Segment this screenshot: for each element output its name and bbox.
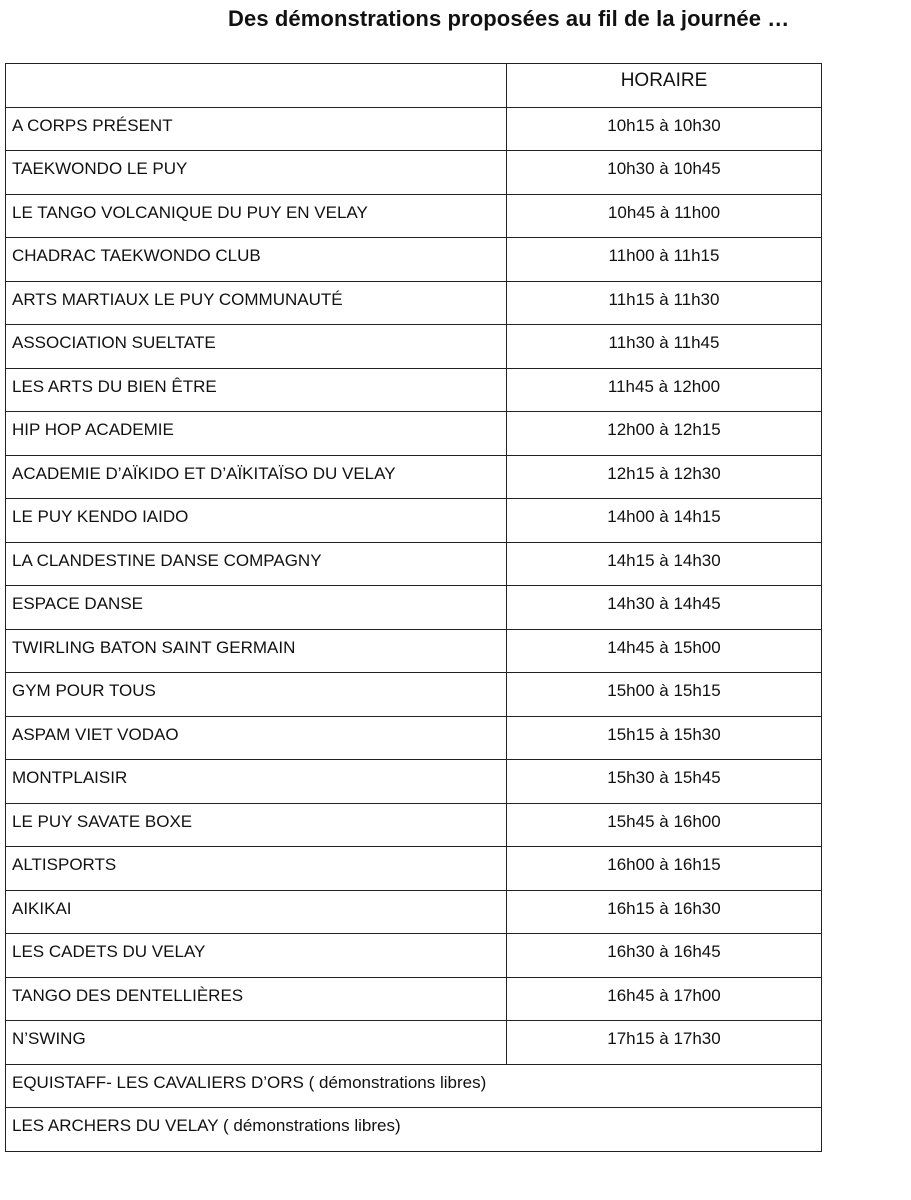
table-row xyxy=(6,325,822,369)
time-slot-cell: 16h00 à 16h15 xyxy=(507,847,822,891)
time-slot-cell: 14h15 à 14h30 xyxy=(507,542,822,586)
table-row xyxy=(6,890,822,934)
group-name-cell: LE PUY KENDO IAIDO xyxy=(6,499,507,543)
table-row xyxy=(6,934,822,978)
group-name-cell: TAEKWONDO LE PUY xyxy=(6,151,507,195)
time-slot-cell: 17h15 à 17h30 xyxy=(507,1021,822,1065)
table-row xyxy=(6,238,822,282)
group-name-cell: LES CADETS DU VELAY xyxy=(6,934,507,978)
table-row xyxy=(6,1021,822,1065)
group-name-cell: LE PUY SAVATE BOXE xyxy=(6,803,507,847)
time-slot-cell: 14h45 à 15h00 xyxy=(507,629,822,673)
group-name-cell: ASSOCIATION SUELTATE xyxy=(6,325,507,369)
group-name-cell: ARTS MARTIAUX LE PUY COMMUNAUTÉ xyxy=(6,281,507,325)
table-row-full-width xyxy=(6,1064,822,1108)
time-slot-cell: 16h45 à 17h00 xyxy=(507,977,822,1021)
table-row xyxy=(6,368,822,412)
header-time-cell: HORAIRE xyxy=(507,64,822,108)
table-row xyxy=(6,673,822,717)
group-name-cell: TWIRLING BATON SAINT GERMAIN xyxy=(6,629,507,673)
group-name-cell: HIP HOP ACADEMIE xyxy=(6,412,507,456)
group-name-cell: N’SWING xyxy=(6,1021,507,1065)
table-row xyxy=(6,716,822,760)
group-name-cell: A CORPS PRÉSENT xyxy=(6,107,507,151)
group-name-cell: LES ARTS DU BIEN ÊTRE xyxy=(6,368,507,412)
table-row xyxy=(6,542,822,586)
free-demonstration-cell: LES ARCHERS DU VELAY ( démonstrations libres) xyxy=(6,1108,822,1152)
table-row xyxy=(6,629,822,673)
header-name-cell xyxy=(6,64,507,108)
group-name-cell: TANGO DES DENTELLIÈRES xyxy=(6,977,507,1021)
time-slot-cell: 14h30 à 14h45 xyxy=(507,586,822,630)
time-slot-cell: 12h00 à 12h15 xyxy=(507,412,822,456)
group-name-cell: LE TANGO VOLCANIQUE DU PUY EN VELAY xyxy=(6,194,507,238)
group-name-cell: AIKIKAI xyxy=(6,890,507,934)
table-header-row xyxy=(6,64,822,108)
time-slot-cell: 10h30 à 10h45 xyxy=(507,151,822,195)
group-name-cell: ALTISPORTS xyxy=(6,847,507,891)
group-name-cell: ACADEMIE D’AÏKIDO ET D’AÏKITAÏSO DU VELAY xyxy=(6,455,507,499)
table-row xyxy=(6,803,822,847)
time-slot-cell: 11h15 à 11h30 xyxy=(507,281,822,325)
demonstrations-table xyxy=(5,63,822,1152)
time-slot-cell: 15h30 à 15h45 xyxy=(507,760,822,804)
table-row xyxy=(6,586,822,630)
table-row xyxy=(6,151,822,195)
time-slot-cell: 12h15 à 12h30 xyxy=(507,455,822,499)
table-row xyxy=(6,455,822,499)
group-name-cell: MONTPLAISIR xyxy=(6,760,507,804)
table-row xyxy=(6,194,822,238)
time-slot-cell: 11h30 à 11h45 xyxy=(507,325,822,369)
time-slot-cell: 14h00 à 14h15 xyxy=(507,499,822,543)
group-name-cell: LA CLANDESTINE DANSE COMPAGNY xyxy=(6,542,507,586)
table-row xyxy=(6,107,822,151)
page-title: Des démonstrations proposées au fil de la journée … xyxy=(228,6,790,31)
group-name-cell: ESPACE DANSE xyxy=(6,586,507,630)
time-slot-cell: 16h30 à 16h45 xyxy=(507,934,822,978)
time-slot-cell: 10h45 à 11h00 xyxy=(507,194,822,238)
table-row xyxy=(6,412,822,456)
table-row xyxy=(6,977,822,1021)
group-name-cell: ASPAM VIET VODAO xyxy=(6,716,507,760)
table-row xyxy=(6,499,822,543)
group-name-cell: CHADRAC TAEKWONDO CLUB xyxy=(6,238,507,282)
table-row xyxy=(6,847,822,891)
time-slot-cell: 16h15 à 16h30 xyxy=(507,890,822,934)
table-row xyxy=(6,281,822,325)
table-row xyxy=(6,760,822,804)
table-row-full-width xyxy=(6,1108,822,1152)
free-demonstration-cell: EQUISTAFF- LES CAVALIERS D’ORS ( démonstrations libres) xyxy=(6,1064,822,1108)
time-slot-cell: 15h15 à 15h30 xyxy=(507,716,822,760)
time-slot-cell: 10h15 à 10h30 xyxy=(507,107,822,151)
time-slot-cell: 11h00 à 11h15 xyxy=(507,238,822,282)
group-name-cell: GYM POUR TOUS xyxy=(6,673,507,717)
time-slot-cell: 11h45 à 12h00 xyxy=(507,368,822,412)
time-slot-cell: 15h45 à 16h00 xyxy=(507,803,822,847)
time-slot-cell: 15h00 à 15h15 xyxy=(507,673,822,717)
